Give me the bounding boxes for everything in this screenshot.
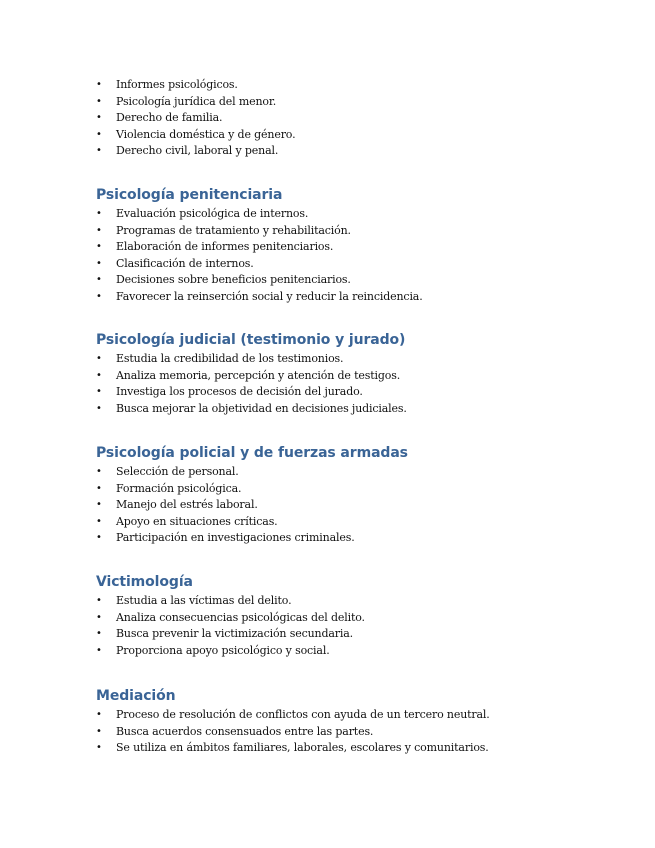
list-item: • Decisiones sobre beneficios penitenciarios. (96, 272, 636, 289)
bullet-list (96, 77, 636, 160)
bullet-icon: • (96, 482, 102, 494)
list-item: • Proporciona apoyo psicológico y social. (96, 643, 636, 660)
bullet-icon: • (96, 112, 102, 123)
bullet-icon: • (96, 709, 102, 720)
bullet-icon: • (96, 386, 102, 397)
bullet-icon: • (96, 628, 102, 639)
section-derecho-list (96, 77, 636, 160)
list-item: • Busca prevenir la victimización secundaria. (96, 626, 636, 643)
list-item: • Selección de personal. (96, 464, 636, 481)
list-item: • Derecho de familia. (96, 110, 636, 127)
list-item: • Analiza memoria, percepción y atención de testigos. (96, 368, 636, 385)
bullet-list (96, 707, 636, 757)
list-item: • Apoyo en situaciones críticas. (96, 514, 636, 531)
list-item: • Estudia la credibilidad de los testimonios. (96, 351, 636, 368)
bullet-icon: • (96, 257, 102, 269)
list-item: • Proceso de resolución de conflictos con ayuda de un tercero neutral. (96, 707, 636, 724)
list-item: • Violencia doméstica y de género. (96, 127, 636, 144)
bullet-icon: • (96, 725, 102, 737)
section-judicial (96, 331, 636, 417)
section-heading: Psicología policial y de fuerzas armadas (96, 445, 408, 461)
list-item: • Formación psicológica. (96, 481, 636, 498)
list-item: • Busca acuerdos consensuados entre las partes. (96, 724, 636, 741)
bullet-icon: • (96, 274, 102, 285)
list-item: • Informes psicológicos. (96, 77, 636, 94)
bullet-icon: • (96, 595, 102, 606)
list-item: • Analiza consecuencias psicológicas del delito. (96, 610, 636, 627)
section-heading: Mediación (96, 688, 176, 704)
list-item: • Busca mejorar la objetividad en decisiones judiciales. (96, 401, 636, 418)
section-mediacion (96, 687, 636, 757)
bullet-icon: • (96, 95, 102, 107)
bullet-icon: • (96, 128, 102, 140)
list-item: • Estudia a las víctimas del delito. (96, 593, 636, 610)
section-heading: Psicología judicial (testimonio y jurado) (96, 332, 406, 348)
bullet-list (96, 351, 636, 417)
section-heading: Victimología (96, 574, 193, 590)
section-heading: Psicología penitenciaria (96, 187, 283, 203)
section-victimologia (96, 573, 636, 659)
bullet-icon: • (96, 241, 102, 252)
bullet-icon: • (96, 515, 102, 527)
section-policial (96, 444, 636, 547)
bullet-icon: • (96, 742, 102, 753)
list-item: • Elaboración de informes penitenciarios. (96, 239, 636, 256)
bullet-icon: • (96, 224, 102, 236)
bullet-icon: • (96, 532, 102, 543)
bullet-list (96, 206, 636, 305)
list-item: • Clasificación de internos. (96, 256, 636, 273)
bullet-list (96, 593, 636, 659)
bullet-icon: • (96, 644, 102, 656)
bullet-icon: • (96, 402, 102, 414)
bullet-list (96, 464, 636, 547)
bullet-icon: • (96, 79, 102, 90)
bullet-icon: • (96, 611, 102, 623)
list-item: • Manejo del estrés laboral. (96, 497, 636, 514)
list-item: • Derecho civil, laboral y penal. (96, 143, 636, 160)
bullet-icon: • (96, 466, 102, 477)
bullet-icon: • (96, 369, 102, 381)
bullet-icon: • (96, 353, 102, 364)
list-item: • Se utiliza en ámbitos familiares, laborales, escolares y comunitarios. (96, 740, 636, 757)
list-item: • Evaluación psicológica de internos. (96, 206, 636, 223)
bullet-icon: • (96, 145, 102, 156)
bullet-icon: • (96, 499, 102, 510)
list-item: • Favorecer la reinserción social y reducir la reincidencia. (96, 289, 636, 306)
list-item: • Psicología jurídica del menor. (96, 94, 636, 111)
section-penitenciaria (96, 186, 636, 305)
bullet-icon: • (96, 208, 102, 219)
list-item: • Investiga los procesos de decisión del jurado. (96, 384, 636, 401)
list-item: • Programas de tratamiento y rehabilitación. (96, 223, 636, 240)
list-item: • Participación en investigaciones criminales. (96, 530, 636, 547)
bullet-icon: • (96, 290, 102, 302)
